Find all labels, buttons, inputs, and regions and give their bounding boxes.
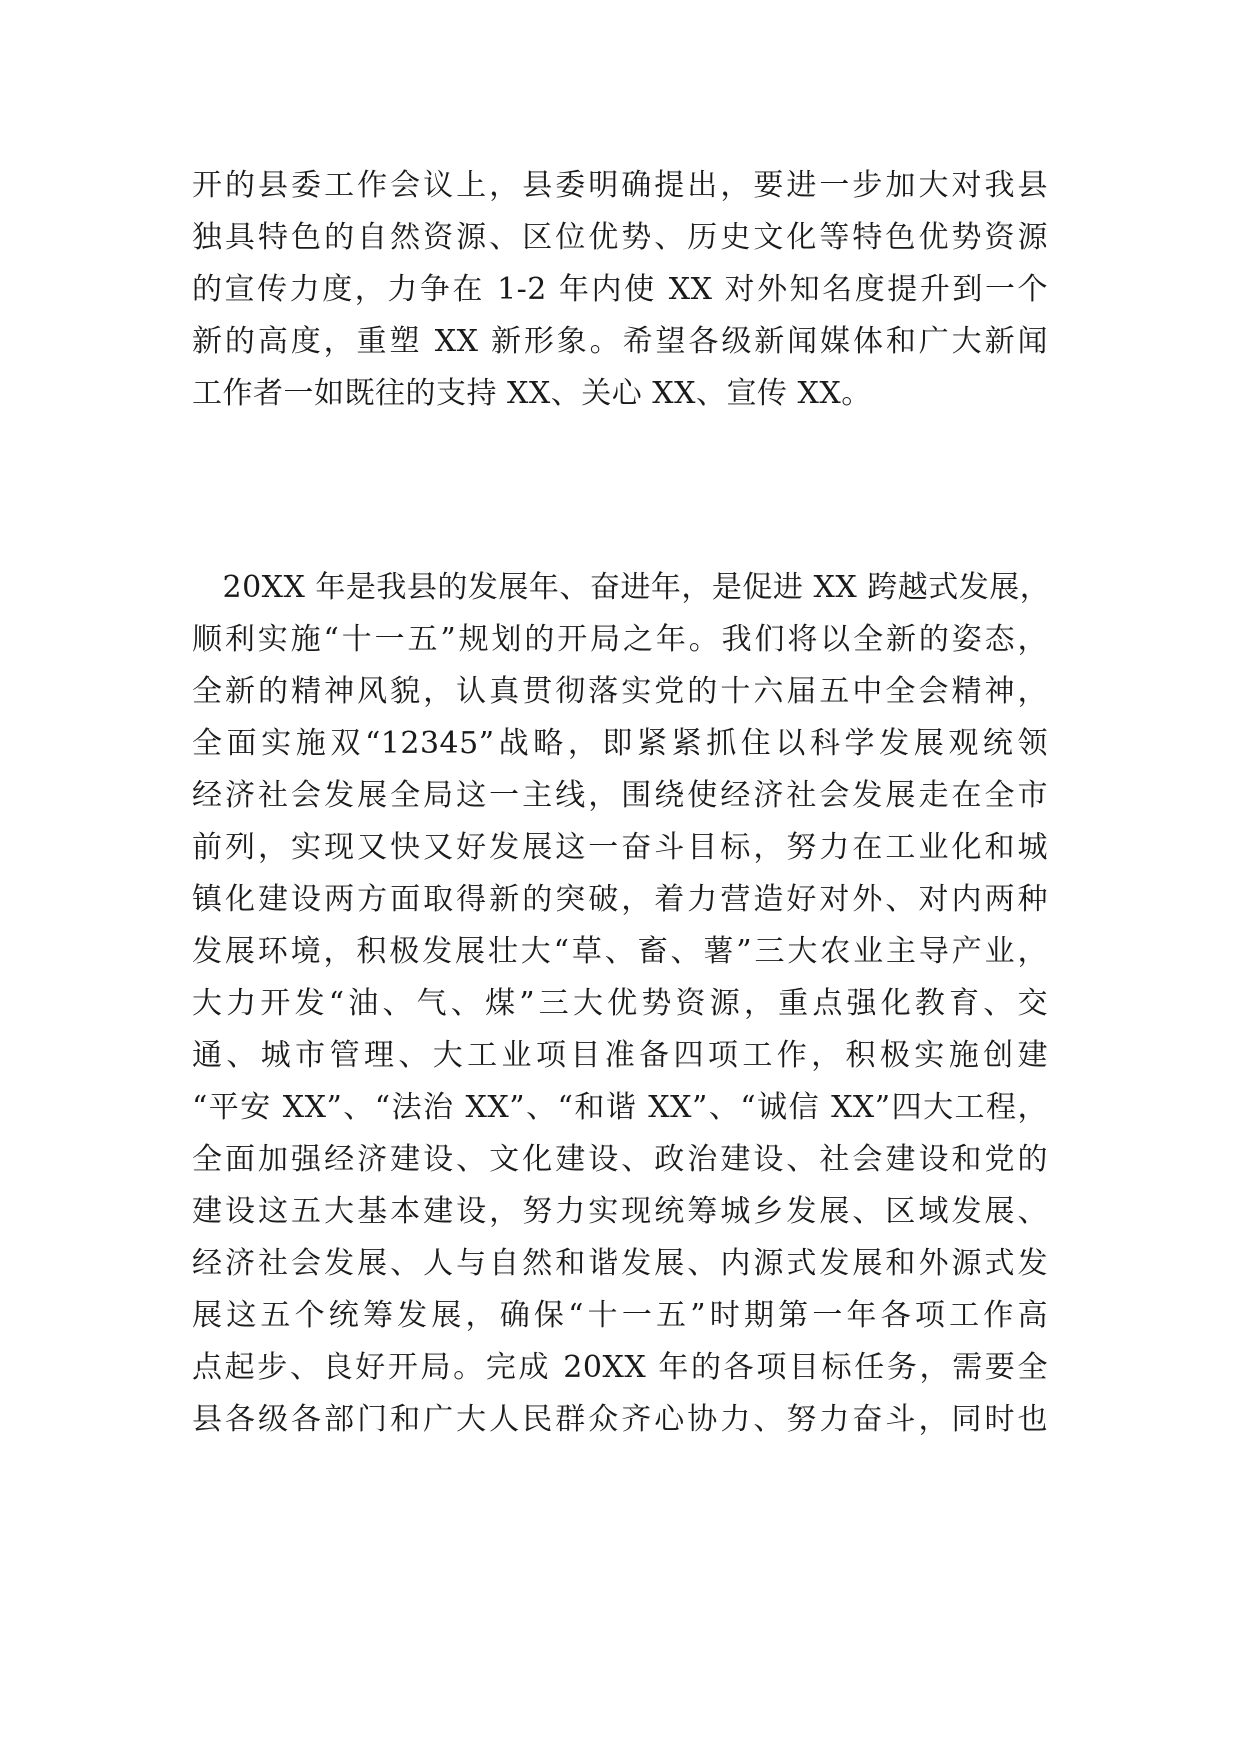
text-line: 镇化建设两方面取得新的突破，着力营造好对外、对内两种: [192, 882, 1048, 917]
text-line: 县各级各部门和广大人民群众齐心协力、努力奋斗，同时也: [192, 1402, 1048, 1437]
text-line: 的宣传力度，力争在 1-2 年内使 XX 对外知名度提升到一个: [192, 272, 1048, 307]
text-line: 全面实施双“12345”战略，即紧紧抓住以科学发展观统领: [192, 726, 1048, 761]
text-line: 经济社会发展全局这一主线，围绕使经济社会发展走在全市: [192, 778, 1048, 813]
text-line: 发展环境，积极发展壮大“草、畜、薯”三大农业主导产业，: [192, 934, 1048, 969]
text-line: 独具特色的自然资源、区位优势、历史文化等特色优势资源: [192, 220, 1048, 255]
text-line: 顺利实施“十一五”规划的开局之年。我们将以全新的姿态，: [192, 622, 1048, 657]
text-line: 通、城市管理、大工业项目准备四项工作，积极实施创建: [192, 1038, 1048, 1073]
text-line: 经济社会发展、人与自然和谐发展、内源式发展和外源式发: [192, 1246, 1048, 1281]
text-line: 展这五个统筹发展，确保“十一五”时期第一年各项工作高: [192, 1298, 1048, 1333]
text-line: 新的高度，重塑 XX 新形象。希望各级新闻媒体和广大新闻: [192, 324, 1048, 359]
text-line: 前列，实现又快又好发展这一奋斗目标，努力在工业化和城: [192, 830, 1048, 865]
text-line: 全新的精神风貌，认真贯彻落实党的十六届五中全会精神，: [192, 674, 1048, 709]
paragraph-1: [192, 160, 1048, 420]
text-line: 建设这五大基本建设，努力实现统筹城乡发展、区域发展、: [192, 1194, 1048, 1229]
paragraph-2: [192, 562, 1051, 1446]
text-line: “平安 XX”、“法治 XX”、“和谐 XX”、“诚信 XX”四大工程，: [192, 1090, 1048, 1125]
text-line: 20XX 年是我县的发展年、奋进年，是促进 XX 跨越式发展，: [192, 570, 1051, 605]
text-line: 大力开发“油、气、煤”三大优势资源，重点强化教育、交: [192, 986, 1048, 1021]
text-line: 开的县委工作会议上，县委明确提出，要进一步加大对我县: [192, 168, 1048, 203]
text-line: 工作者一如既往的支持 XX、关心 XX、宣传 XX。: [192, 376, 872, 411]
text-line: 点起步、良好开局。完成 20XX 年的各项目标任务，需要全: [192, 1350, 1048, 1385]
text-line: 全面加强经济建设、文化建设、政治建设、社会建设和党的: [192, 1142, 1048, 1177]
